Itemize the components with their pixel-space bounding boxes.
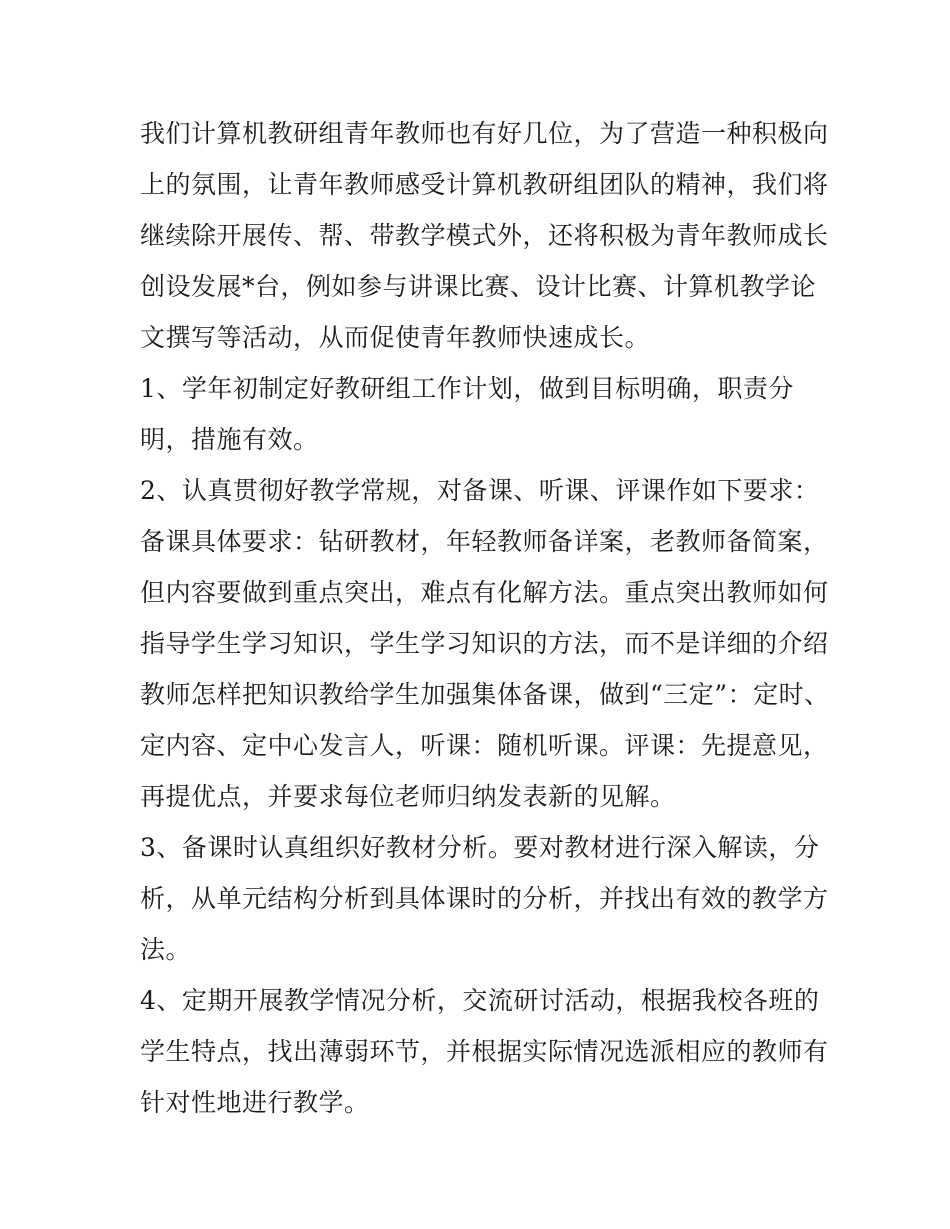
text-line: 我们计算机教研组青年教师也有好几位，为了营造一种积极向 (140, 119, 829, 148)
text-line: 针对性地进行教学。 (140, 1088, 370, 1117)
text-line: 创设发展*台，例如参与讲课比赛、设计比赛、计算机教学论 (140, 272, 817, 301)
text-line: 教师怎样把知识教给学生加强集体备课，做到“三定”：定时、 (140, 680, 830, 709)
document-body (140, 108, 830, 1128)
paragraph-item-3 (140, 822, 829, 975)
text-line: 析，从单元结构分析到具体课时的分析，并找出有效的教学方 (140, 884, 829, 913)
text-line: 明，措施有效。 (140, 425, 319, 454)
text-line: 4、定期开展教学情况分析，交流研讨活动，根据我校各班的 (140, 986, 820, 1015)
text-line: 1、学年初制定好教研组工作计划，做到目标明确，职责分 (140, 374, 794, 403)
paragraph-item-1 (140, 363, 820, 465)
text-line: 3、备课时认真组织好教材分析。要对教材进行深入解读，分 (140, 833, 820, 862)
text-line: 但内容要做到重点突出，难点有化解方法。重点突出教师如何 (140, 578, 829, 607)
text-line: 定内容、定中心发言人，听课：随机听课。评课：先提意见， (140, 731, 829, 760)
paragraph-item-4 (140, 975, 829, 1128)
paragraph-intro (140, 108, 829, 363)
text-line: 文撰写等活动，从而促使青年教师快速成长。 (140, 323, 651, 352)
text-line: 法。 (140, 935, 192, 964)
paragraph-item-2 (140, 465, 830, 822)
text-line: 继续除开展传、帮、带教学模式外，还将积极为青年教师成长 (140, 221, 829, 250)
text-line: 指导学生学习知识，学生学习知识的方法，而不是详细的介绍 (140, 629, 829, 658)
text-line: 再提优点，并要求每位老师归纳发表新的见解。 (140, 782, 676, 811)
text-line: 上的氛围，让青年教师感受计算机教研组团队的精神，我们将 (140, 170, 829, 199)
text-line: 学生特点，找出薄弱环节，并根据实际情况选派相应的教师有 (140, 1037, 829, 1066)
text-line: 2、认真贯彻好教学常规，对备课、听课、评课作如下要求： (140, 476, 820, 505)
text-line: 备课具体要求：钻研教材，年轻教师备详案，老教师备简案， (140, 527, 829, 556)
